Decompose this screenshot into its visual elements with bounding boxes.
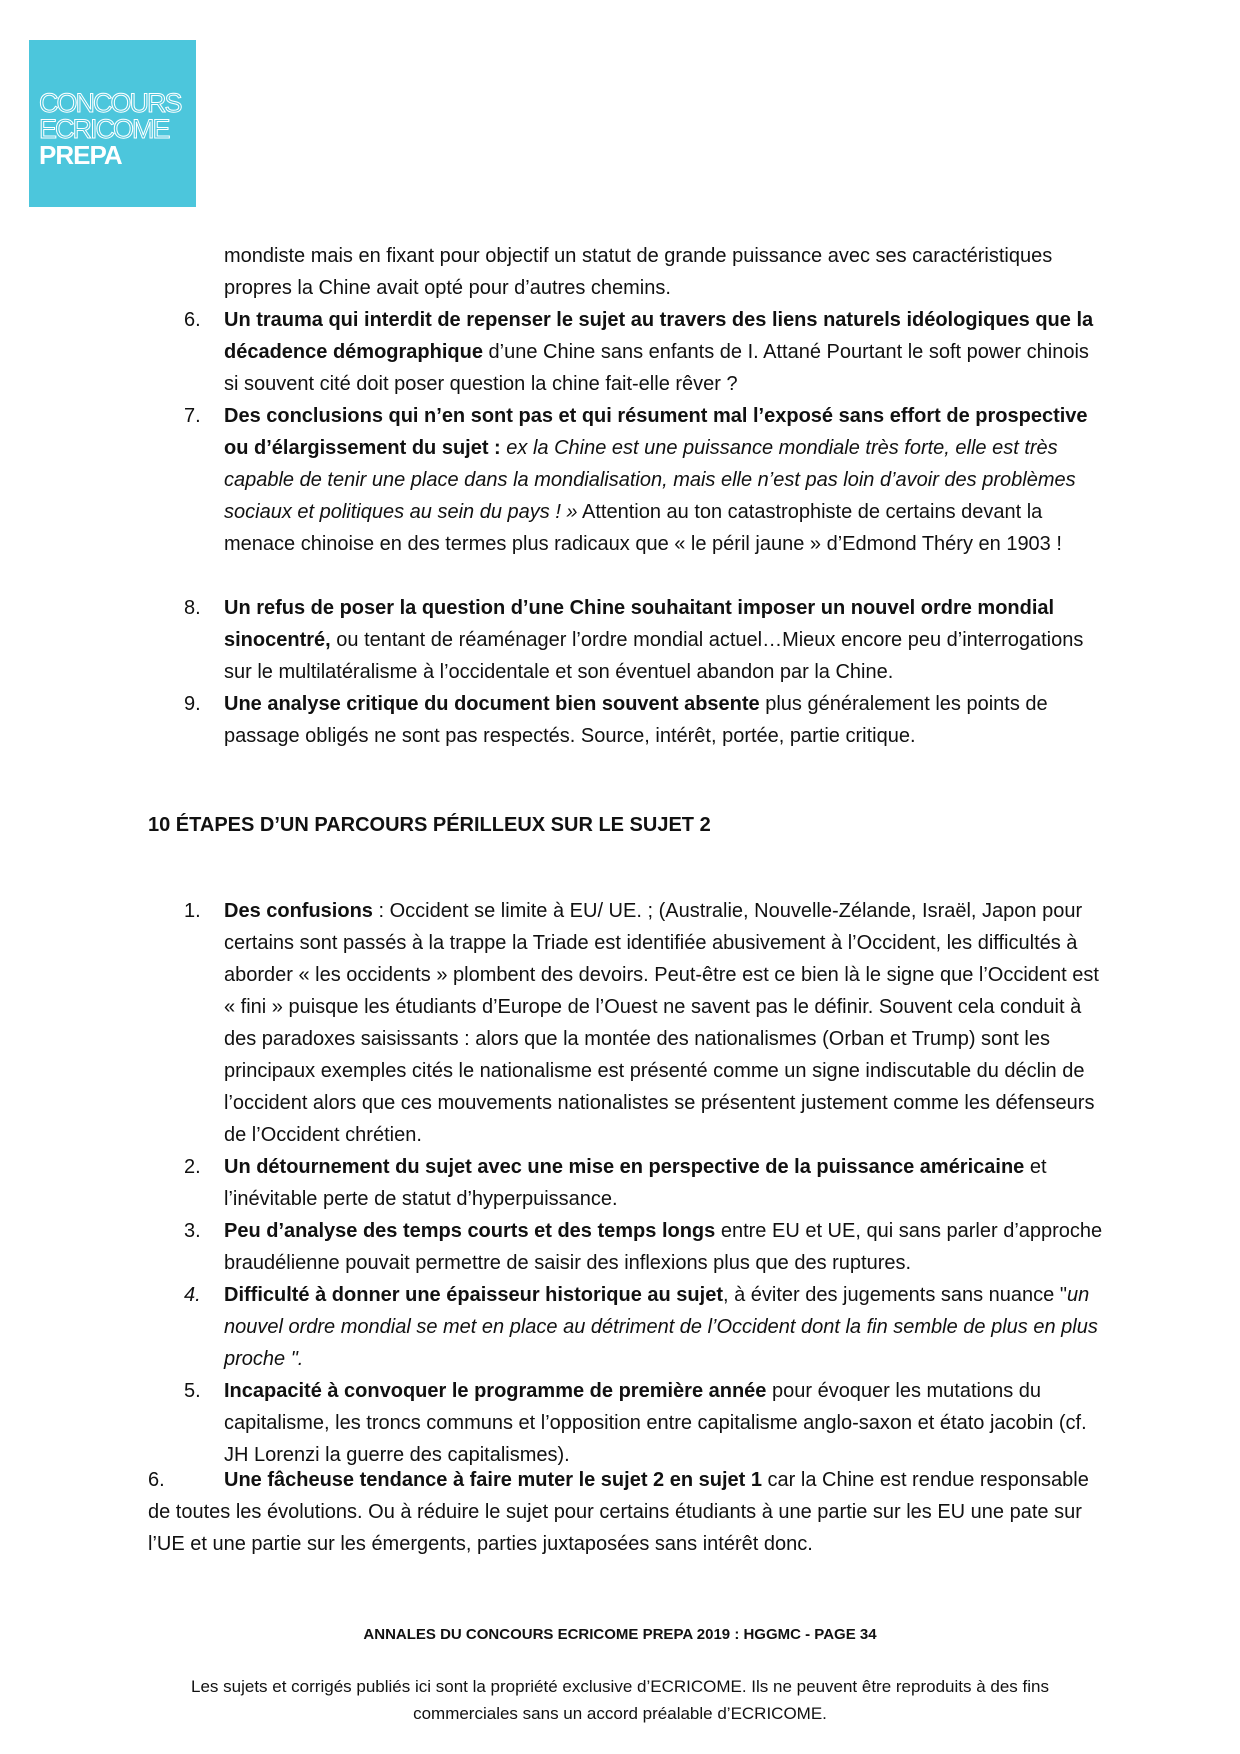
list-item [184, 400, 1104, 560]
list-item-text: pour évoquer les mutations du capitalisme, les troncs communs et l’opposition entre capitalisme anglo-saxon et étato jacobin (cf. JH Lorenzi la guerre des capitalismes). [224, 1380, 1087, 1466]
list-item-italic: un nouvel ordre mondial se met en place au détriment de l’Occident dont la fin semble de plus en plus proche ". [224, 1284, 1098, 1370]
list-item-text: entre EU et UE, qui sans parler d’approche braudélienne pouvait permettre de saisir des inflexions plus que des ruptures. [224, 1220, 1103, 1274]
list-item-text: d’une Chine sans enfants de I. Attané Pourtant le soft power chinois si souvent cité doit poser question la chine fait-elle rêver ? [224, 341, 1089, 395]
list-item [184, 1215, 1104, 1279]
list-item-bold: Des confusions [224, 900, 373, 922]
footer-title: ANNALES DU CONCOURS ECRICOME PREPA 2019 : HGGMC - PAGE 34 [363, 1626, 877, 1643]
list-item [184, 1375, 1104, 1471]
list-item-bold: Une fâcheuse tendance à faire muter le sujet 2 en sujet 1 [224, 1469, 762, 1491]
list-item-text: , à éviter des jugements sans nuance " [722, 1284, 1067, 1306]
list-item-number: 2. [184, 1156, 201, 1178]
list-item-text: : Occident se limite à EU/ UE. ; (Australie, Nouvelle-Zélande, Israël, Japon pour certains sont passés à la trappe la Triade est identifiée abusivement à l’Occident, les difficultés à aborder « les occidents » plombent des devoirs. Peut-être est ce bien là le signe que l’Occident est « fini » puisque les étudiants d’Europe de l’Ouest ne savent pas le définir. Souvent cela conduit à des paradoxes saisissants : alors que la montée des nationalismes (Orban et Trump) sont les principaux exemples cités le nationalisme est présenté comme un signe indiscutable du déclin de l’occident alors que ces mouvements nationalistes se présentent justement comme les défenseurs de l’Occident chrétien. [224, 900, 1099, 1146]
list-item [184, 895, 1104, 1151]
list-item-bold: Peu d’analyse des temps courts et des temps longs [224, 1220, 716, 1242]
list-item-number: 3. [184, 1220, 201, 1242]
list-item [184, 304, 1104, 400]
section-heading: 10 ÉTAPES D’UN PARCOURS PÉRILLEUX SUR LE SUJET 2 [148, 814, 711, 836]
ecricome-logo [29, 40, 196, 207]
list-item-continuation [224, 240, 1104, 304]
footer-copyright-note: Les sujets et corrigés publiés ici sont la propriété exclusive d’ECRICOME. Ils ne peuvent être reproduits à des fins commerciales sans un accord préalable d’ECRICOME. [191, 1677, 1049, 1723]
continuation-text: mondiste mais en fixant pour objectif un statut de grande puissance avec ses caractéristiques propres la Chine avait opté pour d’autres chemins. [224, 245, 1053, 299]
logo-line-ecricome: ECRICOME [39, 114, 169, 144]
list-item-bold: Un refus de poser la question d’une Chine souhaitant imposer un nouvel ordre mondial sinocentré, [224, 597, 1055, 651]
list-item-bold: Un trauma qui interdit de repenser le sujet au travers des liens naturels idéologiques que la décadence démographique [224, 309, 1094, 363]
list-item-number: 5. [184, 1380, 201, 1402]
list-item-text: car la Chine est rendue responsable de toutes les évolutions. Ou à réduire le sujet pour certains étudiants à une partie sur les EU une pate sur l’UE et une partie sur les émergents, parties juxtaposées sans intérêt donc. [148, 1469, 1089, 1555]
list-item-text: ou tentant de réaménager l’ordre mondial actuel…Mieux encore peu d’interrogations sur le multilatéralisme à l’occidentale et son éventuel abandon par la Chine. [224, 629, 1084, 683]
list-item-number: 7. [184, 405, 201, 427]
list-item-number: 6. [148, 1469, 165, 1491]
list-item-bold: Une analyse critique du document bien souvent absente [224, 693, 760, 715]
list-item-bold: Incapacité à convoquer le programme de première année [224, 1380, 767, 1402]
list-item-italic: ex la Chine est une puissance mondiale très forte, elle est très capable de tenir une place dans la mondialisation, mais elle n’est pas loin d’avoir des problèmes sociaux et politiques au sein du pays ! » [224, 437, 1076, 523]
list-item-number: 8. [184, 597, 201, 619]
list-item-text: et l’inévitable perte de statut d’hyperpuissance. [224, 1156, 1047, 1210]
list-item-number: 4. [184, 1284, 201, 1306]
list-item [184, 1279, 1104, 1375]
list-item-bold: Des conclusions qui n’en sont pas et qui résument mal l’exposé sans effort de prospective ou d’élargissement du sujet : [224, 405, 1088, 459]
list-item-bold: Un détournement du sujet avec une mise en perspective de la puissance américaine [224, 1156, 1025, 1178]
list-item-number: 1. [184, 900, 201, 922]
list-item-6-paragraph [148, 1464, 1104, 1560]
list-item-text: Attention au ton catastrophiste de certains devant la menace chinoise en des termes plus radicaux que « le péril jaune » d’Edmond Théry en 1903 ! [224, 501, 1062, 555]
list-item-number: 9. [184, 693, 201, 715]
list-item-text: plus généralement les points de passage obligés ne sont pas respectés. Source, intérêt, portée, partie critique. [224, 693, 1048, 747]
list-item [184, 592, 1104, 688]
logo-line-concours: CONCOURS [39, 88, 181, 118]
list-item-bold: Difficulté à donner une épaisseur historique au sujet [224, 1284, 723, 1306]
list-item [184, 688, 1104, 752]
logo-line-prepa: PREPA [39, 140, 122, 170]
list-item-number: 6. [184, 309, 201, 331]
list-item [184, 1151, 1104, 1215]
